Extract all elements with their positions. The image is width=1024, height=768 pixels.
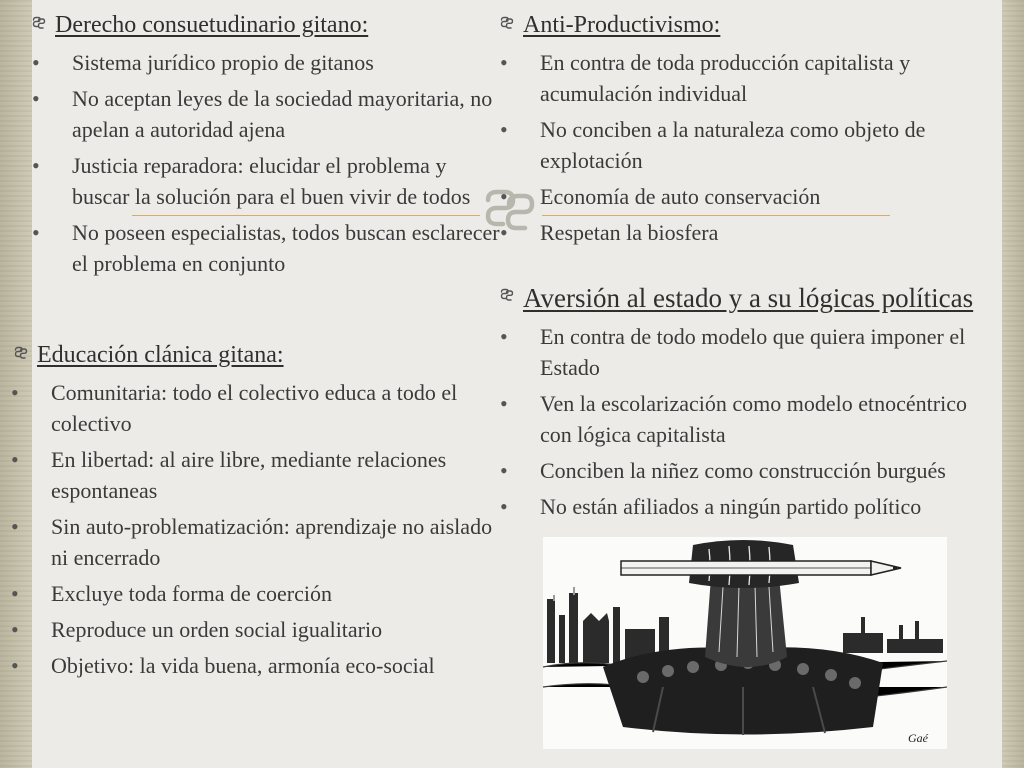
list-item: • No poseen especialistas, todos buscan esclarecer el problema en conjunto: [72, 217, 502, 279]
list-item: • Respetan la biosfera: [540, 217, 992, 248]
list-item: • En contra de toda producción capitalista y acumulación individual: [540, 47, 992, 109]
linked-s-glyph-icon: [14, 346, 28, 360]
section-educacion-clanica: [14, 338, 504, 681]
list-item: • No aceptan leyes de la sociedad mayoritaria, no apelan a autoridad ajena: [72, 83, 502, 145]
list-item: • En contra de todo modelo que quiera imponer el Estado: [540, 321, 995, 383]
list-item: • Comunitaria: todo el colectivo educa a todo el colectivo: [51, 377, 501, 439]
heading-text: Derecho consuetudinario gitano:: [55, 12, 369, 38]
section-heading: [32, 8, 502, 42]
list-item: • No están afiliados a ningún partido político: [540, 491, 995, 522]
linked-s-glyph-icon: [32, 16, 46, 30]
section-heading: [500, 280, 1020, 316]
list-item: • Justicia reparadora: elucidar el problema y buscar la solución para el buen vivir de todos: [72, 150, 502, 212]
heading-text: Educación clánica gitana:: [37, 342, 284, 368]
linked-s-glyph-icon: [500, 16, 514, 30]
section-aversion-estado: [500, 280, 1020, 522]
list-item: • Ven la escolarización como modelo etnocéntrico con lógica capitalista: [540, 388, 995, 450]
section-anti-productivismo: [500, 8, 1000, 248]
list-item: • Sin auto-problematización: aprendizaje no aislado ni encerrado: [51, 511, 501, 573]
list-item: • Reproduce un orden social igualitario: [51, 614, 501, 645]
linked-s-glyph-icon: [500, 288, 514, 302]
bullet-list: [540, 47, 992, 248]
illustration-signature: Gaé: [908, 731, 928, 745]
list-item: • En libertad: al aire libre, mediante relaciones espontaneas: [51, 444, 501, 506]
section-heading: [500, 8, 1000, 42]
list-item: • Sistema jurídico propio de gitanos: [72, 47, 502, 78]
bullet-list: [540, 321, 995, 522]
heading-text: Anti-Productivismo:: [523, 12, 721, 38]
section-heading: [14, 338, 504, 372]
list-item: • Economía de auto conservación: [540, 181, 992, 212]
bullet-list: [51, 377, 501, 681]
heading-text: Aversión al estado y a su lógicas políticas: [523, 283, 974, 313]
list-item: • No conciben a la naturaleza como objeto de explotación: [540, 114, 992, 176]
raised-fist-pencil-illustration: [543, 537, 947, 749]
list-item: • Objetivo: la vida buena, armonía eco-social: [51, 650, 501, 681]
section-derecho-consuetudinario: [32, 8, 502, 279]
bullet-list: [72, 47, 502, 279]
list-item: • Conciben la niñez como construcción burgués: [540, 455, 995, 486]
list-item: • Excluye toda forma de coerción: [51, 578, 501, 609]
